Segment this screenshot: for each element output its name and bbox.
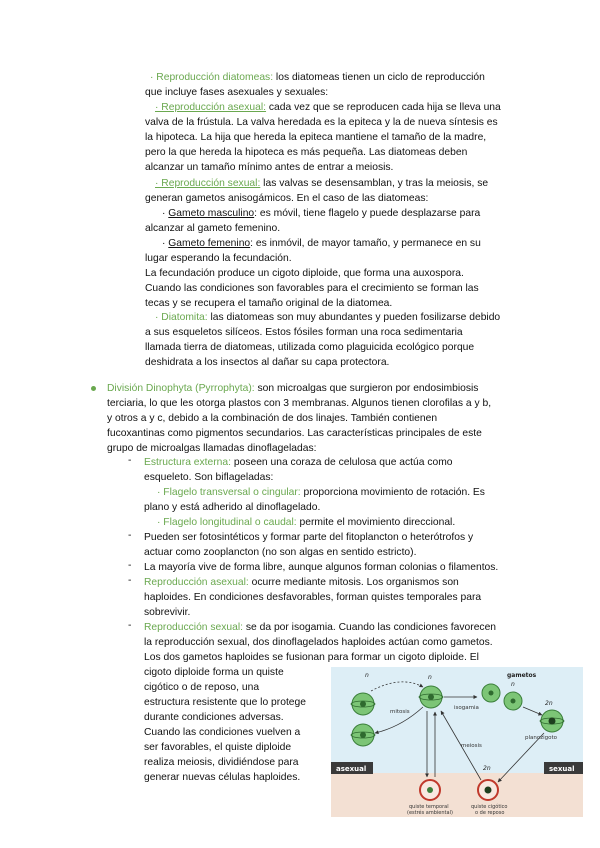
label-quiste-temporal-2: (estrés ambiental) <box>407 810 453 816</box>
dino-line1 <box>107 381 478 396</box>
diatomita-line3: llamada tierra de diatomeas, utilizada como plaguicida ecológico porque <box>145 342 475 353</box>
rsex-line5: cigótico o de reposo, una <box>144 682 260 693</box>
asexual-line1 <box>155 100 501 115</box>
zygotic-cyst <box>478 780 498 800</box>
ft-text: proporciona movimiento de rotación. Es <box>300 487 485 498</box>
masculino-label: Gameto masculino <box>168 208 255 219</box>
foto-line1: Pueden ser fotosintéticos y formar parte del fitoplancton o heterótrofos y <box>144 532 474 543</box>
label-isogamia: isogamia <box>454 705 479 711</box>
libre-line: La mayoría vive de forma libre, aunque algunos forman colonias o filamentos. <box>144 562 499 573</box>
label-n-center: n <box>428 674 432 681</box>
dino-bullet <box>91 386 96 391</box>
rsex-dash: - <box>128 620 132 631</box>
dino-intro: son microalgas que surgieron por endosimbiosis <box>254 383 479 394</box>
label-mitosis: mitosis <box>390 709 410 715</box>
diatomita-label: · Diatomita: <box>155 312 208 323</box>
diatomita-line1 <box>155 310 500 325</box>
fecundacion-line2: Cuando las condiciones son favorables para el crecimiento se forman las <box>145 283 479 294</box>
rsex-line10: realiza meiosis, dividiéndose para <box>144 757 299 768</box>
fl-text: permite el movimiento direccional. <box>296 517 456 528</box>
ext-line1 <box>144 455 453 470</box>
label-meiosis: meiosis <box>461 743 482 749</box>
ext-text: poseen una coraza de celulosa que actúa como <box>231 457 453 468</box>
fecundacion-line1: La fecundación produce un cigoto diploide, que forma una auxospora. <box>145 268 464 279</box>
dino-line3: y otros a y c, debido a la combinación de dos linajes. También contienen <box>107 413 438 424</box>
sexual-line1 <box>155 176 488 191</box>
ft-label: · Flagelo transversal o cingular: <box>157 487 301 498</box>
label-gametos: gametos <box>507 672 537 679</box>
rsex-line4: cigoto diploide forma un quiste <box>144 667 284 678</box>
ext-line2: esqueleto. Son biflageladas: <box>144 472 274 483</box>
femenino-line2: lugar esperando la fecundación. <box>145 253 292 264</box>
fl-line1 <box>157 515 455 530</box>
masculino-text: : es móvil, tiene flagelo y puede desplazarse para <box>254 208 481 219</box>
label-quiste-cigotico-1: quiste cigótico <box>471 804 508 810</box>
diatomita-line2: a sus esqueletos silíceos. Estos fósiles forman una roca sedimentaria <box>145 327 463 338</box>
gamete-cell-2 <box>504 692 522 710</box>
ext-dash: - <box>128 455 132 466</box>
rsex-text: se da por isogamia. Cuando las condiciones favorecen <box>243 622 497 633</box>
asexual-text: cada vez que se reproducen cada hija se lleva una <box>266 102 501 113</box>
dino-line2: terciaria, lo que les otorga plastos con 3 membranas. Algunos tienen clorofilas a y b, <box>107 398 492 409</box>
haploid-cell-left-lower <box>351 724 375 746</box>
diatomeas-rep-label: · Reproducción diatomeas: <box>150 72 274 83</box>
rsex-line9: ser favorables, el quiste diploide <box>144 742 292 753</box>
masculino-line2: alcanzar al gameto femenino. <box>145 223 281 234</box>
libre-dash: - <box>128 560 132 571</box>
diatomeas-rep-line2: que incluye fases asexuales y sexuales: <box>145 87 329 98</box>
foto-line2: actuar como zooplancton (no son algas en sentido estricto). <box>144 547 417 558</box>
rsex-line7: durante condiciones adversas. <box>144 712 284 723</box>
label-2n-planozygote: 2n <box>545 700 553 707</box>
sexual-label: · Reproducción sexual: <box>155 178 261 189</box>
diatomita-line4: deshidrata a los insectos al dañar su capa protectora. <box>145 357 390 368</box>
masculino-line1 <box>162 206 480 221</box>
asexual-line5: alcanzar un tamaño mínimo antes de entrar a meiosis. <box>145 162 394 173</box>
rsex-line11: generar nuevas células haploides. <box>144 772 301 783</box>
rsex-line3: Los dos gametos haploides se fusionan para formar un cigoto diploide. El <box>144 652 479 663</box>
sexual-line2: generan gametos anisogámicos. En el caso de las diatomeas: <box>145 193 429 204</box>
dino-line5: grupo de microalgas llamadas dinoflageladas: <box>107 443 317 454</box>
haploid-cell-left <box>351 693 375 715</box>
label-n-gametes: n <box>511 681 515 688</box>
rsex-line8: Cuando las condiciones vuelven a <box>144 727 301 738</box>
dino-line4: fucoxantinas como pigmentos secundarios. Las características principales de este <box>107 428 482 439</box>
sexual-text: las valvas se desensamblan, y tras la meiosis, se <box>260 178 489 189</box>
diatomeas-rep-line1 <box>150 70 485 85</box>
fecundacion-line3: tecas y se recupera el tamaño original de la diatomea. <box>145 298 393 309</box>
label-asexual: asexual <box>336 765 367 773</box>
label-quiste-temporal-1: quiste temporal <box>409 804 449 810</box>
diagram-bottom-bg <box>331 773 583 817</box>
rsex-line2: la reproducción sexual, dos dinoflagelados haploides actúan como gametos. <box>144 637 493 648</box>
haploid-cell-center <box>419 686 443 708</box>
femenino-label: Gameto femenino <box>168 238 251 249</box>
rasex-line1 <box>144 575 459 590</box>
fl-label: · Flagelo longitudinal o caudal: <box>157 517 297 528</box>
rasex-text: ocurre mediante mitosis. Los organismos son <box>248 577 459 588</box>
femenino-line1 <box>162 236 481 251</box>
dino-title: División Dinophyta (Pyrrophyta): <box>107 383 255 394</box>
label-n-left: n <box>365 672 369 679</box>
label-2n-cyst: 2n <box>483 765 491 772</box>
temporary-cyst <box>420 780 440 800</box>
rasex-line2: haploides. En condiciones desfavorables, forman quistes temporales para <box>144 592 482 603</box>
ft-line2: plano y está adherido al dinoflagelado. <box>144 502 321 513</box>
ext-label: Estructura externa: <box>144 457 231 468</box>
dinoflagellate-life-cycle-diagram <box>331 667 583 817</box>
femenino-prefix: · <box>162 238 169 249</box>
rasex-line3: sobrevivir. <box>144 607 191 618</box>
rsex-line6: estructura resistente que lo protege <box>144 697 306 708</box>
diatomita-text: las diatomeas son muy abundantes y pueden fosilizarse debido <box>207 312 501 323</box>
asexual-line4: pero la que hereda la hipoteca es más pequeña. Las diatomeas deben <box>145 147 468 158</box>
ft-line1 <box>157 485 485 500</box>
label-planozigoto: planozigoto <box>525 735 558 741</box>
foto-dash: - <box>128 530 132 541</box>
asexual-line3: la hipoteca. La hija que hereda la epiteca mantiene el tamaño de la madre, <box>145 132 487 143</box>
femenino-text: : es inmóvil, de mayor tamaño, y permanece en su <box>250 238 481 249</box>
asexual-label: · Reproducción asexual: <box>155 102 267 113</box>
label-sexual: sexual <box>549 765 575 773</box>
rsex-line1 <box>144 620 496 635</box>
masculino-prefix: · <box>162 208 169 219</box>
rasex-dash: - <box>128 575 132 586</box>
gamete-cell-1 <box>482 684 500 702</box>
diatomeas-rep-text: los diatomeas tienen un ciclo de reproducción <box>273 72 485 83</box>
rsex-label: Reproducción sexual: <box>144 622 244 633</box>
rasex-label: Reproducción asexual: <box>144 577 249 588</box>
planozygote-cell <box>540 710 564 732</box>
label-quiste-cigotico-2: o de reposo <box>475 810 505 816</box>
asexual-line2: valva de la frústula. La valva heredada es la epiteca y la de nueva síntesis es <box>145 117 498 128</box>
